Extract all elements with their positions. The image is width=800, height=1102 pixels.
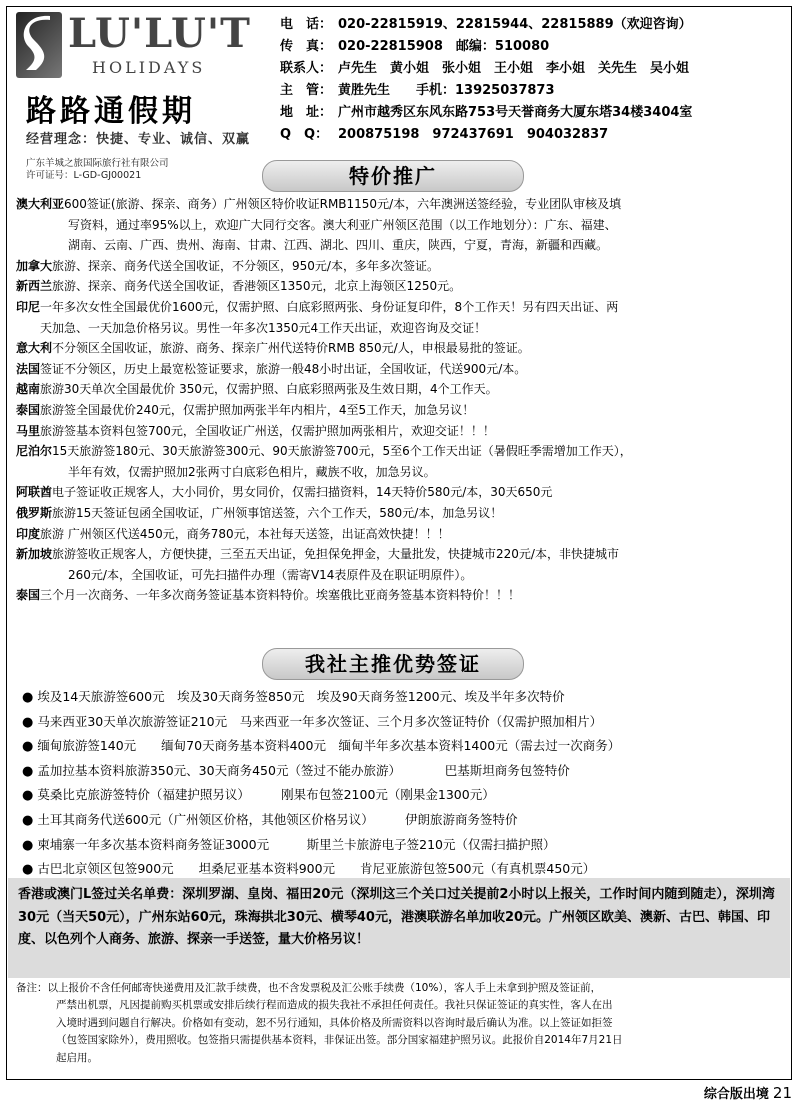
list-item: 法国签证不分领区，历史上最宽松签证要求，旅游一般48小时出证，全国收证，代送900元/本。 — [16, 361, 527, 376]
list-item: 尼泊尔15天旅游签180元、30天旅游签300元、90天旅游签700元，5至6个工作天出证（暑假旺季需增加工作天）， — [16, 444, 632, 459]
section-title-special-offers: 特价推广 — [262, 160, 524, 192]
contact-phone: 电 话： 020-22815919、22815944、22815889（欢迎咨询） — [280, 17, 692, 32]
list-item-cont: 写资料，通过率95%以上，欢迎广大同行交客。澳大利亚广州领区范围（以工作地划分）：广东、福建、 — [68, 217, 617, 232]
advantage-list — [22, 685, 782, 882]
list-item: 越南旅游30天单次全国最优价 350元，仅需护照、白底彩照两张及生效日期，4个工作天。 — [16, 382, 498, 397]
logo — [12, 8, 262, 181]
list-item: ● 孟加拉基本资料旅游350元、30天商务450元（签过不能办旅游） 巴基斯坦商务包签特价 — [22, 762, 570, 779]
list-item: ● 埃及14天旅游签600元 埃及30天商务签850元 埃及90天商务签1200元、埃及半年多次特价 — [22, 689, 565, 705]
contact-qq: Q Q： 200875198 972437691 904032837 — [280, 127, 609, 142]
remarks — [16, 980, 786, 1067]
remark-line: 备注：以上报价不含任何邮寄快递费用及汇款手续费，也不含发票税及汇公账手续费（10%），客人手上未拿到护照及签证前， — [16, 982, 602, 994]
list-item: ● 缅甸旅游签140元 缅甸70天商务基本资料400元 缅甸半年多次基本资料1400元（需去过一次商务） — [22, 738, 621, 755]
list-item: 加拿大旅游、探亲、商务代送全国收证，不分领区，950元/本，多年多次签证。 — [16, 258, 439, 273]
contact-fax: 传 真： 020-22815908 邮编：510080 — [280, 39, 550, 54]
contact-persons: 联系人： 卢先生 黄小姐 张小姐 王小姐 李小姐 关先生 吴小姐 — [280, 61, 690, 76]
list-item: 印度旅游 广州领区代送450元，商务780元，本社每天送签，出证高效快捷！！！ — [16, 526, 450, 541]
page-number: 21 — [772, 1084, 792, 1102]
list-item-cont: 湖南、云南、广西、贵州、海南、甘肃、江西、湖北、四川、重庆，陕西，宁夏，青海，新疆和西藏。 — [68, 238, 609, 253]
list-item: 印尼一年多次女性全国最优价1600元，仅需护照、白底彩照两张、身份证复印件，8个工作天！另有四天出证、两 — [16, 299, 619, 314]
brand-name-en: LU'LU'T — [68, 10, 251, 57]
promo-list — [16, 194, 784, 606]
license-number: 许可证号：L-GD-GJ00021 — [26, 170, 142, 181]
list-item: ● 古巴北京领区包签900元 坦桑尼亚基本资料900元 肯尼亚旅游包签500元（有真机票450元） — [22, 861, 596, 878]
list-item: 新加坡旅游签收正规客人，方便快捷，三至五天出证，免担保免押金，大量批发，快捷城市220元/本，非快捷城市 — [16, 547, 619, 562]
list-item: ● 土耳其商务代送600元（广州领区价格，其他领区价格另议） 伊朗旅游商务签特价 — [22, 811, 518, 828]
remark-line: （包签国家除外），费用照收。包签指只需提供基本资料，非保证出签。部分国家福建护照另议。此报价自2014年7月21日 — [56, 1034, 623, 1047]
list-item: 马里旅游签基本资料包签700元，全国收证广州送，仅需护照加两张相片，欢迎交证！！！ — [16, 423, 495, 438]
list-item-cont: 260元/本，全国收证，可先扫描件办理（需寄V14表原件及在职证明原件）。 — [68, 567, 473, 582]
list-item: 新西兰旅游、探亲、商务代送全国收证，香港领区1350元，北京上海领区1250元。 — [16, 279, 462, 294]
list-item-cont: 半年有效，仅需护照加2张两寸白底彩色相片，藏族不收，加急另议。 — [68, 464, 436, 479]
list-item-cont: 天加急、一天加急价格另议。男性一年多次1350元4工作天出证，欢迎咨询及交证！ — [40, 320, 487, 335]
list-item: 澳大利亚600签证(旅游、探亲、商务）广州领区特价收证RMB1150元/本，六年澳洲送签经验，专业团队审核及填 — [16, 197, 622, 211]
contact-address: 地 址： 广州市越秀区东风东路753号天誉商务大厦东塔34楼3404室 — [280, 105, 693, 120]
brand-mark-icon — [16, 12, 62, 78]
list-item: ● 马来西亚30天单次旅游签证210元 马来西亚一年多次签证、三个月多次签证特价（仅需护照加相片） — [22, 713, 603, 730]
list-item: 阿联酋电子签证收正规客人，大小同价，男女同价，仅需扫描资料，14天特价580元/本，30天650元 — [16, 485, 553, 500]
list-item: 俄罗斯旅游15天签证包函全国收证，广州领事馆送签，六个工作天，580元/本，加急另议！ — [16, 505, 503, 520]
contact-info — [280, 14, 790, 146]
remark-line: 入境时遇到问题自行解决。价格如有变动，恕不另行通知，具体价格及所需资料以咨询时最后确认为准。以上签证如拒签 — [56, 1016, 613, 1029]
page-footer — [704, 1083, 792, 1102]
motto: 经营理念：快捷、专业、诚信、双赢 — [26, 132, 251, 147]
hk-macau-pass-notice: 香港或澳门L签过关名单费：深圳罗湖、皇岗、福田20元（深圳这三个关口过关提前2小时以上报关，工作时间内随到随走），深圳湾30元（当天50元），广州东站60元，珠海拱北30元、横琴40元，港澳联游名单加收20元。广州领区欧美、澳新、古巴、韩国、印度、以色列个人商务、旅游、探亲一手送签，量大价格另议！ — [8, 878, 790, 978]
brand-holidays: HOLIDAYS — [92, 58, 206, 77]
contact-manager: 主 管： 黄胜先生 手机：13925037873 — [280, 83, 555, 98]
list-item: ● 柬埔寨一年多次基本资料商务签证3000元 斯里兰卡旅游电子签210元（仅需扫描护照） — [22, 836, 556, 853]
company-info — [26, 158, 169, 182]
company-name: 广东羊城之旅国际旅行社有限公司 — [26, 158, 169, 169]
list-item: 意大利不分领区全国收证，旅游、商务、探亲广州代送特价RMB 850元/人，申根最易批的签证。 — [16, 341, 530, 356]
remark-line: 起启用。 — [56, 1051, 98, 1064]
footer-section: 综合版出境 — [703, 1087, 769, 1102]
list-item: 泰国旅游签全国最优价240元，仅需护照加两张半年内相片，4至5工作天，加急另议！ — [16, 402, 475, 417]
remark-line: 严禁出机票，凡因提前购买机票或安排后续行程而造成的损失我社不承担任何责任。我社只保证签证的真实性，客人在出 — [56, 999, 613, 1012]
list-item: 泰国三个月一次商务、一年多次商务签证基本资料特价。埃塞俄比亚商务签基本资料特价！！！ — [16, 588, 521, 603]
brand-name-cn: 路路通假期 — [26, 94, 196, 129]
list-item: ● 莫桑比克旅游签特价（福建护照另议） 刚果布包签2100元（刚果金1300元） — [22, 787, 495, 804]
section-title-featured-visas: 我社主推优势签证 — [262, 648, 524, 680]
